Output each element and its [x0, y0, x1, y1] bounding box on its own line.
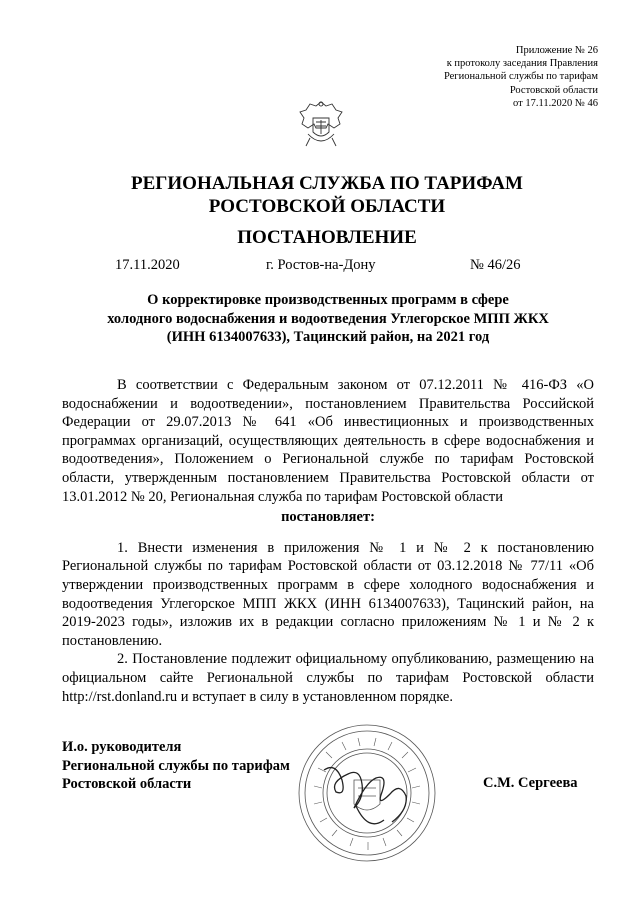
title-line-1: О корректировке производственных программ в сфере	[147, 292, 509, 308]
appendix-line-1: Приложение № 26	[515, 45, 598, 56]
round-seal-icon	[296, 722, 438, 864]
title-line-3: (ИНН 6134007633), Тацинский район, на 2021 год	[166, 329, 490, 345]
signer-line-2: Региональной службы по тарифам	[62, 757, 290, 774]
decree-word: постановляет:	[281, 509, 375, 526]
point-2-paragraph: 2. Постановление подлежит официальному опубликованию, размещению на официальном сайте Региональной службы по тарифам Ростовской области http://rst.donland.ru и вступает в силу в установленном порядке.	[62, 651, 594, 705]
coat-of-arms-icon	[296, 98, 346, 150]
signer-position	[62, 738, 290, 794]
org-line-1: РЕГИОНАЛЬНАЯ СЛУЖБА ПО ТАРИФАМ	[131, 173, 523, 194]
appendix-line-3: Региональной службы по тарифам	[443, 71, 598, 83]
signer-line-1: И.о. руководителя	[62, 739, 182, 755]
document-number: № 46/26	[470, 257, 521, 273]
document-city: г. Ростов-на-Дону	[266, 257, 376, 273]
preamble-paragraph: В соответствии с Федеральным законом от 07.12.2011 № 416-ФЗ «О водоснабжении и водоотведении», постановлением Правительства Российской Федерации от 29.07.2013 № 641 «Об инвестиционных и производственных программах организаций, осуществляющих деятельность в сфере водоснабжения и водоотведения», Положением о Региональной службе по тарифам Ростовской области, утвержденным постановлением Правительства Ростовской области от 13.01.2012 № 20, Региональная служба по тарифам Ростовской области	[62, 377, 594, 505]
point-1-paragraph: 1. Внести изменения в приложения № 1 и № 2 к постановлению Региональной службы по тарифам Ростовской области от 03.12.2018 № 77/11 «Об утверждении производственных программ в сфере холодного водоснабжения и водоотведения Углегорское МПП ЖКХ (ИНН 6134007633), Тацинский район, на 2019-2023 годы», изложив их в редакции согласно приложениям № 1 и № 2 к постановлению.	[62, 539, 594, 649]
appendix-line-5: от 17.11.2020 № 46	[513, 97, 598, 109]
appendix-line-4: Ростовской области	[509, 84, 598, 96]
signer-line-3: Ростовской области	[62, 776, 192, 793]
organization-name	[60, 172, 594, 218]
document-date: 17.11.2020	[115, 257, 180, 273]
appendix-line-2: к протоколу заседания Правления	[446, 58, 598, 70]
document-title	[66, 291, 590, 347]
title-line-2: холодного водоснабжения и водоотведения Углегорское МПП ЖКХ	[107, 310, 549, 327]
document-type: ПОСТАНОВЛЕНИЕ	[237, 227, 417, 248]
org-line-2: РОСТОВСКОЙ ОБЛАСТИ	[208, 196, 446, 217]
document-body	[62, 376, 594, 706]
signer-name: С.М. Сергеева	[483, 775, 578, 791]
